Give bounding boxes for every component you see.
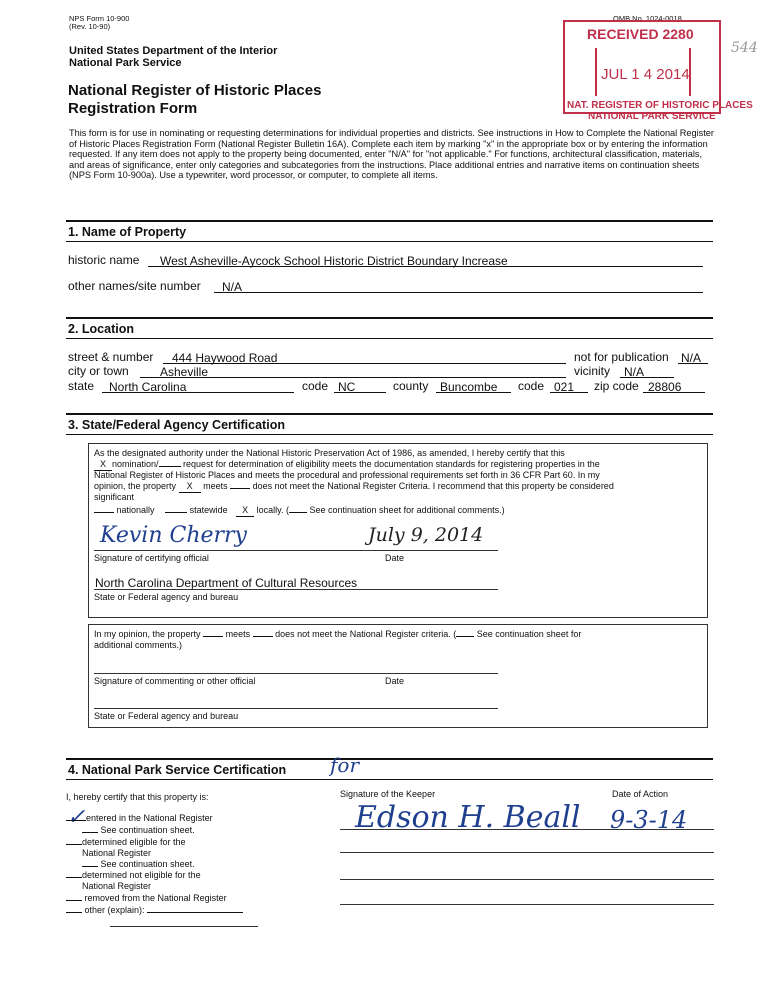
statewide-label: statewide (189, 505, 228, 515)
op-prefix: In my opinion, the property (94, 629, 201, 639)
street-value: 444 Haywood Road (172, 351, 278, 365)
option-not-eligible-cont: National Register (82, 881, 152, 891)
cert-para1: As the designated authority under the National Historic Preservation Act of 1986, as amended, I hereby certify that this (94, 448, 565, 458)
zip-field[interactable] (643, 378, 705, 393)
form-title-line2: Registration Form (68, 100, 198, 117)
certifying-date: July 9, 2014 (368, 524, 484, 546)
agency-line (94, 589, 498, 590)
nationally-label: nationally (116, 505, 155, 515)
commenting-sig-label: Signature of commenting or other official (94, 676, 256, 686)
nfp-value: N/A (681, 351, 702, 365)
nfp-field[interactable] (678, 349, 708, 364)
level-line (94, 505, 505, 517)
other-names-value: N/A (222, 280, 243, 294)
county-field[interactable] (436, 378, 511, 393)
op-see-label: See continuation sheet for (476, 629, 582, 639)
state-label: state (68, 379, 95, 393)
nationally-blank[interactable] (94, 512, 114, 513)
historic-name-label: historic name (68, 253, 140, 267)
nomination-mark[interactable]: X (94, 459, 112, 471)
option-removed[interactable] (66, 893, 227, 904)
street-label: street & number (68, 350, 154, 364)
city-label: city or town (68, 364, 129, 378)
for-note: for (330, 753, 360, 777)
service-name: National Park Service (69, 57, 182, 69)
agency2-label: State or Federal agency and bureau (94, 711, 239, 721)
nomination-label: nomination/ (112, 459, 159, 469)
intro-text: This form is for use in nominating or requesting determinations for individual properties and districts. See instructions in How to Complete the National Register of Historic Places Registration Form (National Register Bulletin 16A). Complete each item by marking "x" in the appropriate box or by entering the information requested. If any item does not apply to the property being documented, enter "N/A" for "not applicable." For functions, architectural classification, materials, and areas of significance, enter only categories and subcategories from the instructions. Place additional entries and narrative items on continuation sheets (NPS Form 10-900a). Use a typewriter, word processor, or computer, to complete all items. (69, 128, 714, 181)
option-eligible-cont: National Register (82, 848, 152, 858)
keeper-label: Signature of the Keeper (340, 789, 436, 799)
state-field[interactable] (102, 378, 294, 393)
option-other-label: other (explain): (84, 905, 145, 915)
other-names-field[interactable] (214, 278, 703, 293)
keeper-line-3 (340, 879, 714, 880)
street-field[interactable] (163, 349, 566, 364)
option-not-eligible-label: determined not eligible for the (82, 870, 201, 880)
section4-header (66, 758, 713, 780)
action-date: 9-3-14 (610, 806, 688, 834)
significant-label: significant (94, 492, 135, 502)
op-meets-blank[interactable] (203, 636, 223, 637)
option-eligible-label: determined eligible for the (82, 837, 186, 847)
historic-name-field[interactable] (148, 252, 703, 267)
city-field[interactable] (140, 363, 566, 378)
zip-label: zip code (594, 379, 639, 393)
not-meet-blank[interactable] (230, 488, 250, 489)
state-code-label: code (302, 379, 329, 393)
option-eligible-see[interactable] (82, 859, 195, 870)
keeper-line-1 (340, 829, 714, 830)
vicinity-field[interactable] (620, 363, 674, 378)
section1-title: 1. Name of Property (66, 222, 713, 242)
locally-mark[interactable]: X (236, 505, 254, 517)
stamp-org-line1: NAT. REGISTER OF HISTORIC PLACES (567, 100, 753, 111)
request-label: request for determination of eligibility meets the documentation standards for registering properties in the (183, 459, 600, 469)
certifying-signature: Kevin Cherry (100, 523, 247, 548)
zip-value: 28806 (648, 380, 682, 394)
county-code-label: code (518, 379, 545, 393)
op-see-blank[interactable] (456, 636, 474, 637)
other-names-label: other names/site number (68, 279, 201, 293)
keeper-signature: Edson H. Beall (355, 800, 581, 835)
opinion-prefix: opinion, the property (94, 481, 177, 491)
option-other[interactable] (66, 905, 243, 916)
county-value: Buncombe (440, 380, 498, 394)
statewide-blank[interactable] (165, 512, 187, 513)
county-code-value: 021 (554, 380, 575, 394)
vicinity-label: vicinity (574, 364, 611, 378)
request-blank[interactable] (159, 466, 181, 467)
form-number: NPS Form 10-900 (69, 14, 130, 23)
opinion-line (94, 629, 581, 640)
county-label: county (393, 379, 429, 393)
cert-line4 (94, 481, 700, 493)
see-cont-blank[interactable] (289, 512, 307, 513)
option-entered-see[interactable] (82, 825, 195, 836)
agency-value: North Carolina Department of Cultural Resources (95, 576, 358, 590)
op-not-label: does not meet the National Register criteria. ( (275, 629, 457, 639)
nfp-label: not for publication (574, 350, 669, 364)
cert-para2: National Register of Historic Places and meets the procedural and professional requirements set forth in 36 CFR Part 60. In my (94, 470, 600, 480)
city-value: Asheville (160, 365, 209, 379)
section4-title: 4. National Park Service Certification (66, 760, 713, 780)
sig-date-label: Date (385, 553, 405, 563)
form-title-line1: National Register of Historic Places (68, 82, 322, 99)
county-code-field[interactable] (550, 378, 588, 393)
meets-label: meets (203, 481, 228, 491)
state-code-value: NC (338, 380, 356, 394)
entered-checkmark: ✓ (67, 805, 86, 830)
see-cont-label: See continuation sheet for additional comments.) (309, 505, 505, 515)
op-meets-label: meets (225, 629, 251, 639)
stamp-org-line2: NATIONAL PARK SERVICE (588, 111, 716, 122)
historic-name-value: West Asheville-Aycock School Historic District Boundary Increase (160, 254, 508, 268)
op-additional: additional comments.) (94, 640, 183, 650)
omb-number: OMB No. 1024-0018 (613, 14, 682, 23)
margin-note: 544 (731, 40, 758, 56)
sig-label: Signature of certifying official (94, 553, 209, 563)
op-not-blank[interactable] (253, 636, 273, 637)
state-value: North Carolina (109, 380, 187, 394)
keeper-line-4 (340, 904, 714, 905)
state-code-field[interactable] (334, 378, 386, 393)
option-entered-see-label: See continuation sheet. (100, 825, 195, 835)
meets-mark[interactable]: X (179, 481, 201, 493)
received-label: RECEIVED 2280 (587, 26, 694, 42)
agency2-line (94, 708, 498, 709)
option-eligible[interactable] (66, 837, 186, 848)
locally-label: locally. ( (256, 505, 289, 515)
commenting-date-label: Date (385, 676, 405, 686)
not-meet-label: does not meet the National Register Criteria. I recommend that this property be considered (252, 481, 614, 491)
section3-header (66, 413, 713, 435)
section2-title: 2. Location (66, 319, 713, 339)
form-revision: (Rev. 10-90) (69, 22, 111, 31)
option-not-eligible[interactable] (66, 870, 201, 881)
signature-line (94, 550, 498, 551)
certify-text: I, hereby certify that this property is: (66, 792, 209, 802)
section1-header (66, 220, 713, 242)
option-removed-label: removed from the National Register (84, 893, 227, 903)
received-date: JUL 1 4 2014 (601, 66, 690, 83)
section2-header (66, 317, 713, 339)
department-name: United States Department of the Interior (69, 45, 278, 57)
section3-title: 3. State/Federal Agency Certification (66, 415, 713, 435)
other-explain-line[interactable] (110, 926, 258, 927)
keeper-line-2 (340, 852, 714, 853)
option-entered-label: entered in the National Register (86, 813, 213, 823)
vicinity-value: N/A (624, 365, 645, 379)
commenting-sig-line (94, 673, 498, 674)
option-entered[interactable] (66, 813, 213, 824)
agency-label: State or Federal agency and bureau (94, 592, 239, 602)
option-eligible-see-label: See continuation sheet. (100, 859, 195, 869)
action-label: Date of Action (612, 789, 669, 799)
